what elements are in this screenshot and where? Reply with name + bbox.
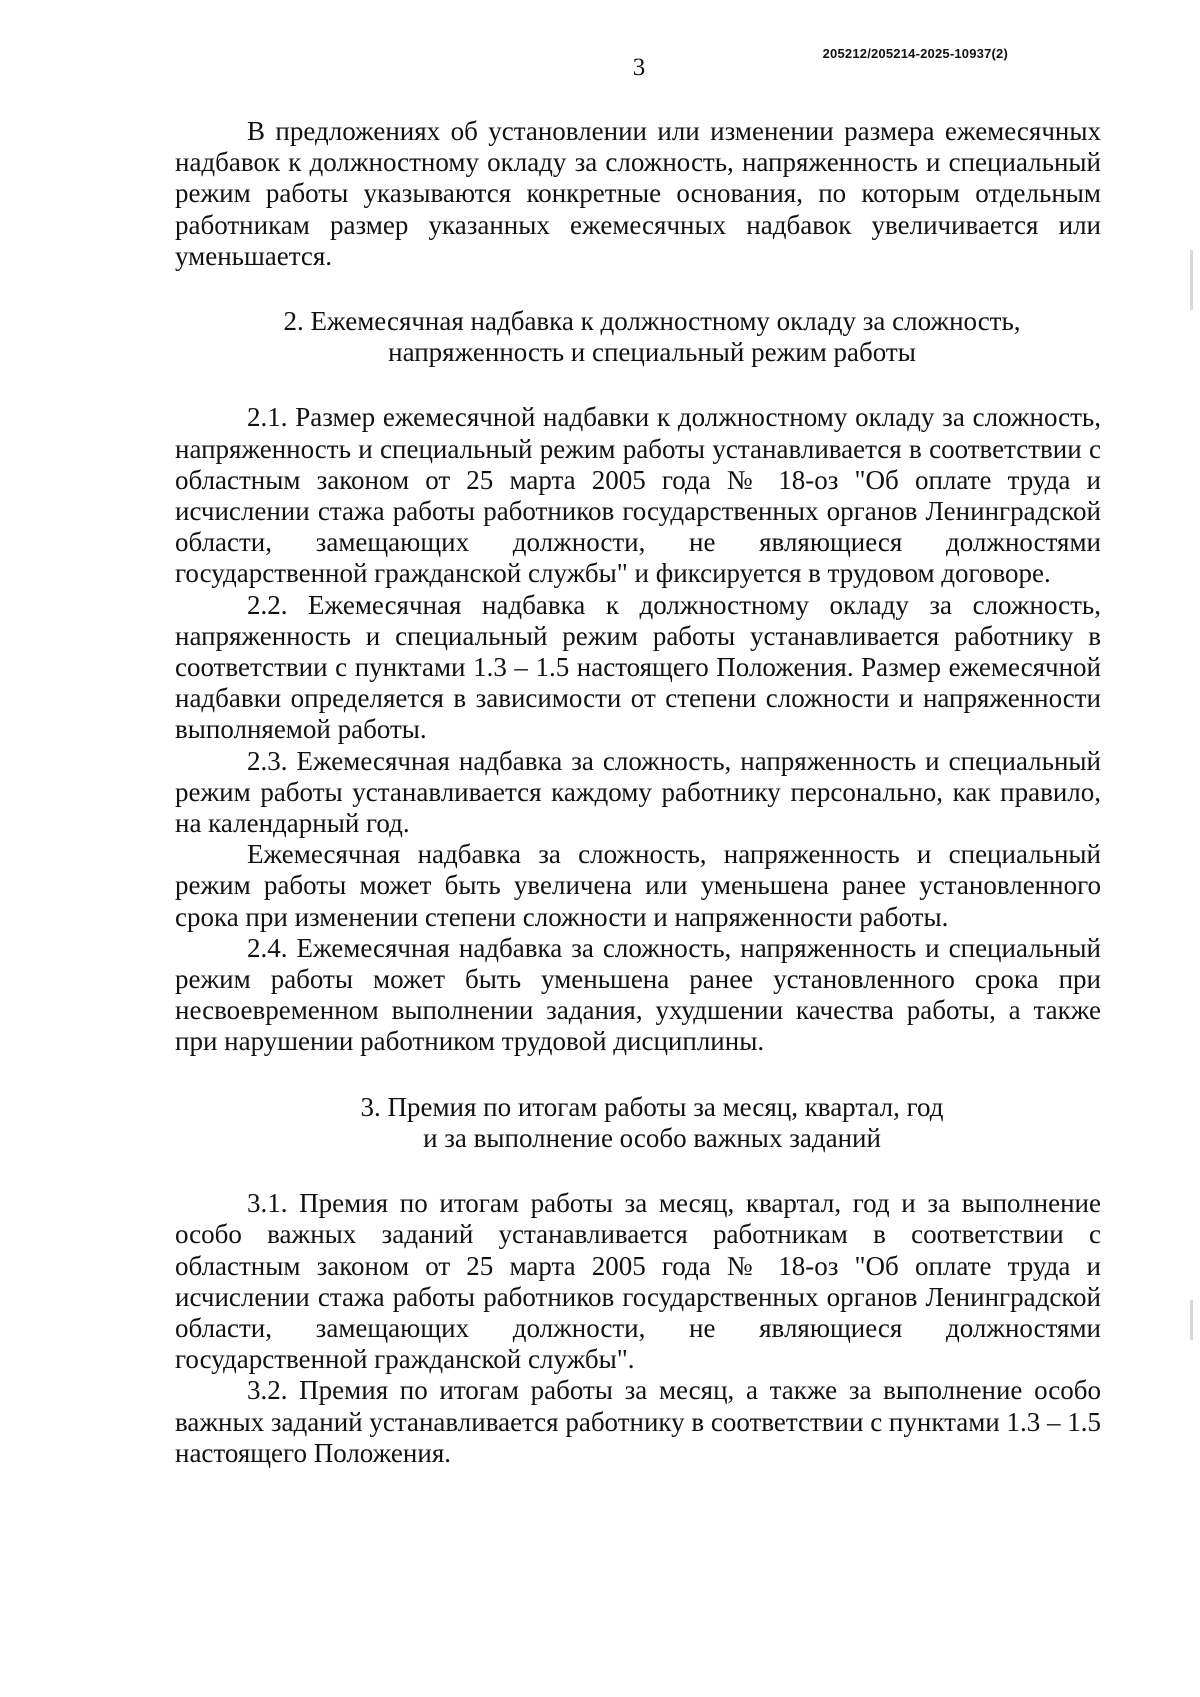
paragraph-2-3: 2.3. Ежемесячная надбавка за сложность, напряженность и специальный режим работы устанавливается каждому работнику персонально, как правило, на календарный год. xyxy=(175,745,1101,839)
document-body xyxy=(175,116,1101,1469)
section-2-heading xyxy=(175,306,1101,368)
document-id: 205212/205214-2025-10937(2) xyxy=(822,46,1008,61)
section-2-heading-line-1: 2. Ежемесячная надбавка к должностному окладу за сложность, xyxy=(283,306,1021,337)
page-number: 3 xyxy=(632,54,646,81)
section-3-heading xyxy=(175,1092,1101,1154)
section-3-heading-line-2: и за выполнение особо важных заданий xyxy=(423,1122,881,1153)
section-3-heading-line-1: 3. Премия по итогам работы за месяц, квартал, год xyxy=(360,1091,944,1122)
paragraph-2-2: 2.2. Ежемесячная надбавка к должностному окладу за сложность, напряженность и специальный режим работы устанавливается работнику в соответствии с пунктами 1.3 – 1.5 настоящего Положения. Размер ежемесячной надбавки определяется в зависимости от степени сложности и напряженности выполняемой работы. xyxy=(175,589,1101,745)
scan-edge-mark xyxy=(1190,250,1193,310)
section-2-heading-line-2: напряженность и специальный режим работы xyxy=(388,337,916,368)
scan-edge-mark xyxy=(1190,1300,1193,1340)
paragraph-3-1: 3.1. Премия по итогам работы за месяц, квартал, год и за выполнение особо важных заданий устанавливается работникам в соответствии с областным законом от 25 марта 2005 года № 18-оз "Об оплате труда и исчислении стажа работы работников государственных органов Ленинградской области, замещающих должности, не являющиеся должностями государственной гражданской службы". xyxy=(175,1188,1101,1375)
paragraph-2-3-continued: Ежемесячная надбавка за сложность, напряженность и специальный режим работы может быть увеличена или уменьшена ранее установленного срока при изменении степени сложности и напряженности работы. xyxy=(175,839,1101,932)
paragraph-2-1: 2.1. Размер ежемесячной надбавки к должностному окладу за сложность, напряженность и специальный режим работы устанавливается в соответствии с областным законом от 25 марта 2005 года № 18-оз "Об оплате труда и исчислении стажа работы работников государственных органов Ленинградской области, замещающих должности, не являющиеся должностями государственной гражданской службы" и фиксируется в трудовом договоре. xyxy=(175,402,1101,589)
intro-paragraph: В предложениях об установлении или изменении размера ежемесячных надбавок к должностному окладу за сложность, напряженность и специальный режим работы указываются конкретные основания, по которым отдельным работникам размер указанных ежемесячных надбавок увеличивается или уменьшается. xyxy=(175,116,1101,271)
paragraph-2-4: 2.4. Ежемесячная надбавка за сложность, напряженность и специальный режим работы может быть уменьшена ранее установленного срока при несвоевременном выполнении задания, ухудшении качества работы, а также при нарушении работником трудовой дисциплины. xyxy=(175,932,1101,1057)
paragraph-3-2: 3.2. Премия по итогам работы за месяц, а также за выполнение особо важных заданий устанавливается работнику в соответствии с пунктами 1.3 – 1.5 настоящего Положения. xyxy=(175,1375,1101,1468)
